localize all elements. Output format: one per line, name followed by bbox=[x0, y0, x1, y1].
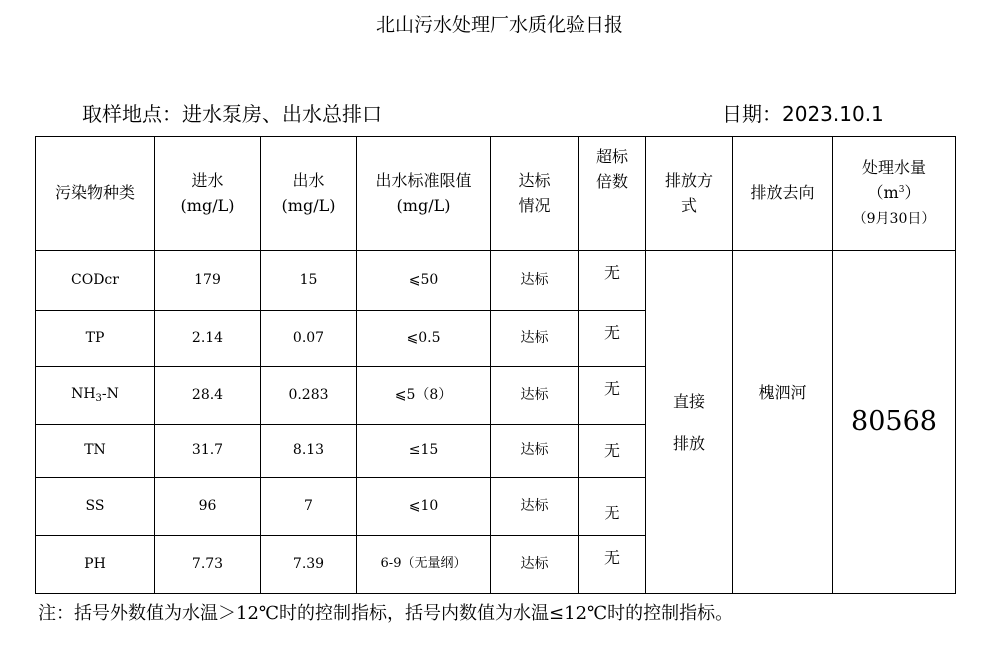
header-destination: 排放去向 bbox=[733, 137, 833, 251]
pollutant-name: SS bbox=[36, 478, 155, 536]
pollutant-name: PH bbox=[36, 536, 155, 594]
effluent-value: 7 bbox=[261, 478, 357, 536]
destination-cell: 槐泗河 bbox=[733, 251, 833, 594]
exceed-value: 无 bbox=[579, 536, 646, 594]
header-volume: 处理水量 $(m^3)$ （9月30日） bbox=[833, 137, 956, 251]
effluent-value: 0.283 bbox=[261, 367, 357, 425]
limit-value: ⩽5（8） bbox=[357, 367, 491, 425]
header-effluent: 出水 (mg/L) bbox=[261, 137, 357, 251]
discharge-mode-cell: 直接 排放 bbox=[646, 251, 733, 594]
effluent-value: 7.39 bbox=[261, 536, 357, 594]
status-value: 达标 bbox=[491, 367, 579, 425]
status-value: 达标 bbox=[491, 311, 579, 367]
influent-value: 7.73 bbox=[155, 536, 261, 594]
status-value: 达标 bbox=[491, 425, 579, 478]
header-exceed: 超标 倍数 bbox=[579, 137, 646, 251]
influent-value: 28.4 bbox=[155, 367, 261, 425]
pollutant-name: TN bbox=[36, 425, 155, 478]
effluent-value: 8.13 bbox=[261, 425, 357, 478]
pollutant-name: TP bbox=[36, 311, 155, 367]
limit-value: 6-9（无量纲） bbox=[357, 536, 491, 594]
exceed-value: 无 bbox=[579, 478, 646, 536]
status-value: 达标 bbox=[491, 251, 579, 311]
header-row bbox=[36, 137, 956, 251]
footnote: 注：括号外数值为水温＞12℃时的控制指标，括号内数值为水温≤12℃时的控制指标。 bbox=[38, 603, 734, 624]
influent-value: 31.7 bbox=[155, 425, 261, 478]
exceed-value: 无 bbox=[579, 425, 646, 478]
effluent-value: 15 bbox=[261, 251, 357, 311]
limit-value: ⩽0.5 bbox=[357, 311, 491, 367]
header-status: 达标 情况 bbox=[491, 137, 579, 251]
exceed-value: 无 bbox=[579, 367, 646, 425]
influent-value: 96 bbox=[155, 478, 261, 536]
effluent-value: 0.07 bbox=[261, 311, 357, 367]
pollutant-name: CODcr bbox=[36, 251, 155, 311]
limit-value: ≤15 bbox=[357, 425, 491, 478]
pollutant-name: $NH_3-N$ bbox=[36, 367, 155, 425]
header-pollutant: 污染物种类 bbox=[36, 137, 155, 251]
exceed-value: 无 bbox=[579, 311, 646, 367]
treated-volume: 80568 bbox=[833, 251, 956, 594]
report-title: 北山污水处理厂水质化验日报 bbox=[375, 14, 623, 36]
limit-value: ⩽10 bbox=[357, 478, 491, 536]
report-date: 日期：2023.10.1 bbox=[722, 102, 884, 126]
header-limit: 出水标准限值 (mg/L) bbox=[357, 137, 491, 251]
status-value: 达标 bbox=[491, 536, 579, 594]
limit-value: ⩽50 bbox=[357, 251, 491, 311]
sampling-location: 取样地点：进水泵房、出水总排口 bbox=[82, 102, 382, 126]
influent-value: 2.14 bbox=[155, 311, 261, 367]
table-row bbox=[36, 251, 956, 311]
water-quality-table bbox=[35, 136, 956, 594]
status-value: 达标 bbox=[491, 478, 579, 536]
influent-value: 179 bbox=[155, 251, 261, 311]
header-discharge-mode: 排放方 式 bbox=[646, 137, 733, 251]
header-influent: 进水 (mg/L) bbox=[155, 137, 261, 251]
exceed-value: 无 bbox=[579, 251, 646, 311]
